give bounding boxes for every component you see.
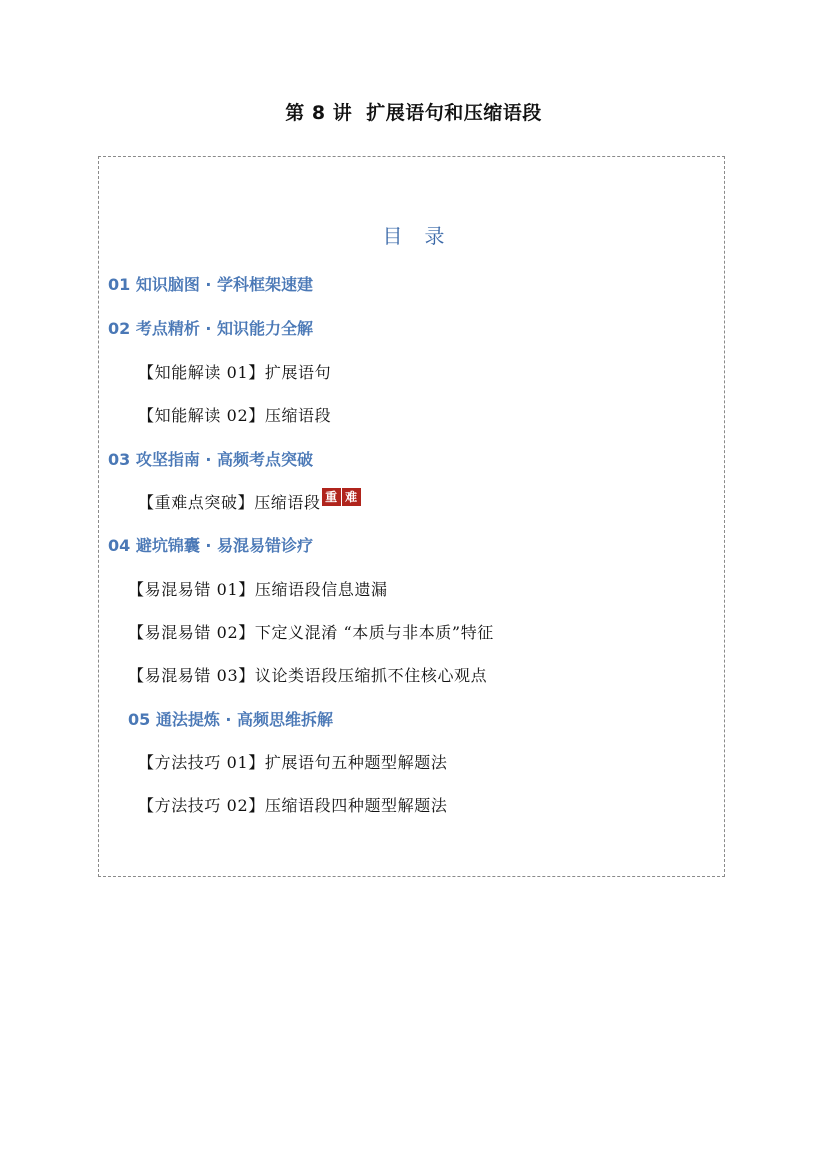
lecture-title: 扩展语句和压缩语段 (366, 102, 542, 124)
toc-section-04[interactable]: 04 避坑锦囊 · 易混易错诊疗 (108, 536, 314, 555)
toc-item-5-1[interactable]: 【方法技巧 01】扩展语句五种题型解题法 (138, 753, 448, 772)
toc-item-4-1[interactable]: 【易混易错 01】压缩语段信息遗漏 (128, 580, 388, 599)
page-title (0, 100, 827, 126)
lecture-number: 第 8 讲 (285, 102, 353, 124)
toc-section-02[interactable]: 02 考点精析 · 知识能力全解 (108, 319, 314, 338)
difficulty-badge-zhong: 重 (322, 488, 341, 506)
toc-item-2-1[interactable]: 【知能解读 01】扩展语句 (138, 363, 332, 382)
difficulty-badge-nan: 难 (342, 488, 361, 506)
toc-item-4-3[interactable]: 【易混易错 03】议论类语段压缩抓不住核心观点 (128, 666, 488, 685)
toc-section-03[interactable]: 03 攻坚指南 · 高频考点突破 (108, 450, 314, 469)
toc-item-2-2[interactable]: 【知能解读 02】压缩语段 (138, 406, 332, 425)
toc-section-05[interactable]: 05 通法提炼 · 高频思维拆解 (128, 710, 334, 729)
toc-item-3-1-label: 【重难点突破】压缩语段 (138, 493, 321, 512)
toc-section-01[interactable]: 01 知识脑图 · 学科框架速建 (108, 275, 314, 294)
toc-item-3-1[interactable] (138, 492, 361, 514)
toc-item-4-2[interactable]: 【易混易错 02】下定义混淆 “本质与非本质”特征 (128, 623, 494, 642)
toc-item-5-2[interactable]: 【方法技巧 02】压缩语段四种题型解题法 (138, 796, 448, 815)
toc-heading: 目 录 (382, 224, 445, 248)
